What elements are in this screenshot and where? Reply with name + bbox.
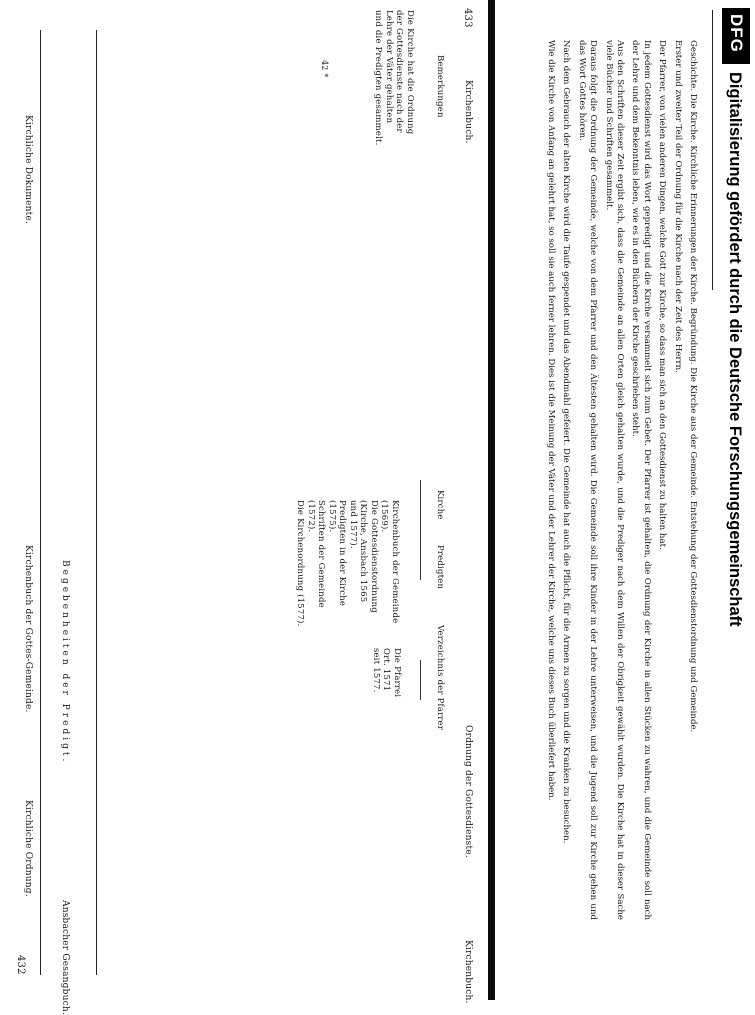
table-column-header: Bemerkungen	[435, 55, 445, 118]
signature-mark: 42 *	[320, 60, 329, 78]
cell-line: und 1577).	[348, 500, 358, 549]
cell-line: Schriften der Gemeinde	[316, 500, 327, 608]
cell-line: (1572).	[306, 500, 316, 533]
cell-line: Die Kirchenordnung (1577).	[295, 500, 306, 627]
cell-line: Die Gottesdienstordnung	[369, 500, 379, 613]
column-rule	[712, 10, 713, 290]
paragraph: Nach dem Gebrauch der alten Kirche wird die Taufe gespendet und das Abendmahl gefeiert. Die Gemeinde hat auch die Pflicht, für die Armen zu sorgen und die Kranken zu besuchen.	[561, 40, 572, 844]
table-cell	[371, 648, 403, 697]
cell-line: Lehre der Väter gehalten	[384, 10, 394, 124]
table-cell	[373, 10, 415, 146]
cell-line: Die Kirche hat die Ordnung	[405, 10, 415, 135]
cell-line: Kirchenbuch der Gemeinde	[390, 500, 400, 624]
table-rule	[420, 660, 421, 700]
column-rule	[96, 30, 97, 975]
cell-line: (Kirche, Ansbach 1565	[358, 500, 369, 603]
body-text	[98, 40, 698, 920]
paragraph: Wie die Kirche von Anfang an gelehrt hat, so soll sie auch ferner lehren. Dies ist die Meinung der Väter und der Lehrer der Kirche, welche uns dieses Buch überliefert haben.	[545, 40, 556, 801]
column-header: Kirchliche Ordnung.	[23, 800, 33, 897]
paragraph: Der Pfarrer, von vielen anderen Dingen, welche Gott zur Kirche, so dass man sich an den Gottesdienst zu halten hat.	[657, 40, 668, 550]
column-header: Kirchliche Dokumente.	[23, 115, 33, 225]
cell-line: Die Pfarrei	[392, 648, 402, 698]
column-rule	[40, 30, 41, 975]
cell-line: Predigten in der Kirche	[337, 500, 348, 607]
paragraph: Aus den Schriften dieser Zeit ergibt sich, dass die Gemeinde an allen Orten gleich gehalten wurde, und die Prediger nach dem Willen der Obrigkeit gewählt wurden. Die Kirche hat in dieser Sache viele Bücher und Schriften gesammelt.	[603, 40, 625, 920]
cell-line: Ort. 1571	[381, 648, 392, 692]
paragraph: In jedem Gottesdienst wird das Wort gepredigt und die Kirche versammelt sich zum Gebet. Der Pfarrer ist gehalten, die Ordnung der Kirche in allen Stücken zu wahren, und die Gemeinde soll nach der Lehre und dem Bekenntnis leben, wie es in den Büchern der Kirche geschrieben steht.	[630, 40, 652, 920]
table-cell	[295, 500, 400, 627]
cell-line: der Gottesdienste nach der	[394, 10, 405, 133]
table-rule	[420, 480, 421, 580]
column-header: Kirchenbuch.	[463, 940, 473, 1004]
column-header: Kirchenbuch.	[463, 80, 473, 144]
cell-line: (1575).	[327, 500, 337, 533]
cell-line: seit 1577.	[371, 648, 381, 693]
dfg-logo: DFG	[722, 8, 750, 64]
margin-label: Ansbacher Gesangbuch.	[60, 900, 70, 1015]
table-column-header: Kirche	[435, 490, 445, 520]
cell-line: (1569).	[379, 500, 390, 533]
running-title: Kirchenbuch der Gottes-Gemeinde.	[23, 545, 33, 713]
cell-line: und die Predigten gesammelt.	[373, 10, 384, 146]
section-title: Begebenheiten der Predigt.	[60, 560, 70, 765]
page-number: 432	[15, 955, 26, 975]
paragraph: Erster und zweiter Teil der Ordnung für die Kirche nach der Zeit des Herrn.	[672, 40, 683, 373]
paragraph: Geschichte. Die Kirche. Kirchliche Erinnerungen der Kirche. Begründung. Die Kirche aus der Gemeinde. Entstehung der Gottesdienstordnung und Gemeinde.	[688, 40, 698, 733]
table-column-header: Verzeichnis der Pfarrer	[435, 625, 445, 731]
paragraph: Daraus folgt die Ordnung der Gemeinde, welche von dem Pfarrer und den Ältesten gehalten wird. Die Gemeinde soll ihre Kinder in der Lehre unterweisen, und die Jugend soll zur Kirche gehen und das Wort Gottes hören.	[576, 40, 599, 920]
table-column-header: Predigten	[435, 545, 445, 590]
page-number: 433	[462, 8, 473, 28]
funding-notice: Digitalisierung gefördert durch die Deutsche Forschungsgemeinschaft	[726, 72, 744, 627]
running-title: Ordnung der Gottesdienste.	[463, 725, 473, 858]
